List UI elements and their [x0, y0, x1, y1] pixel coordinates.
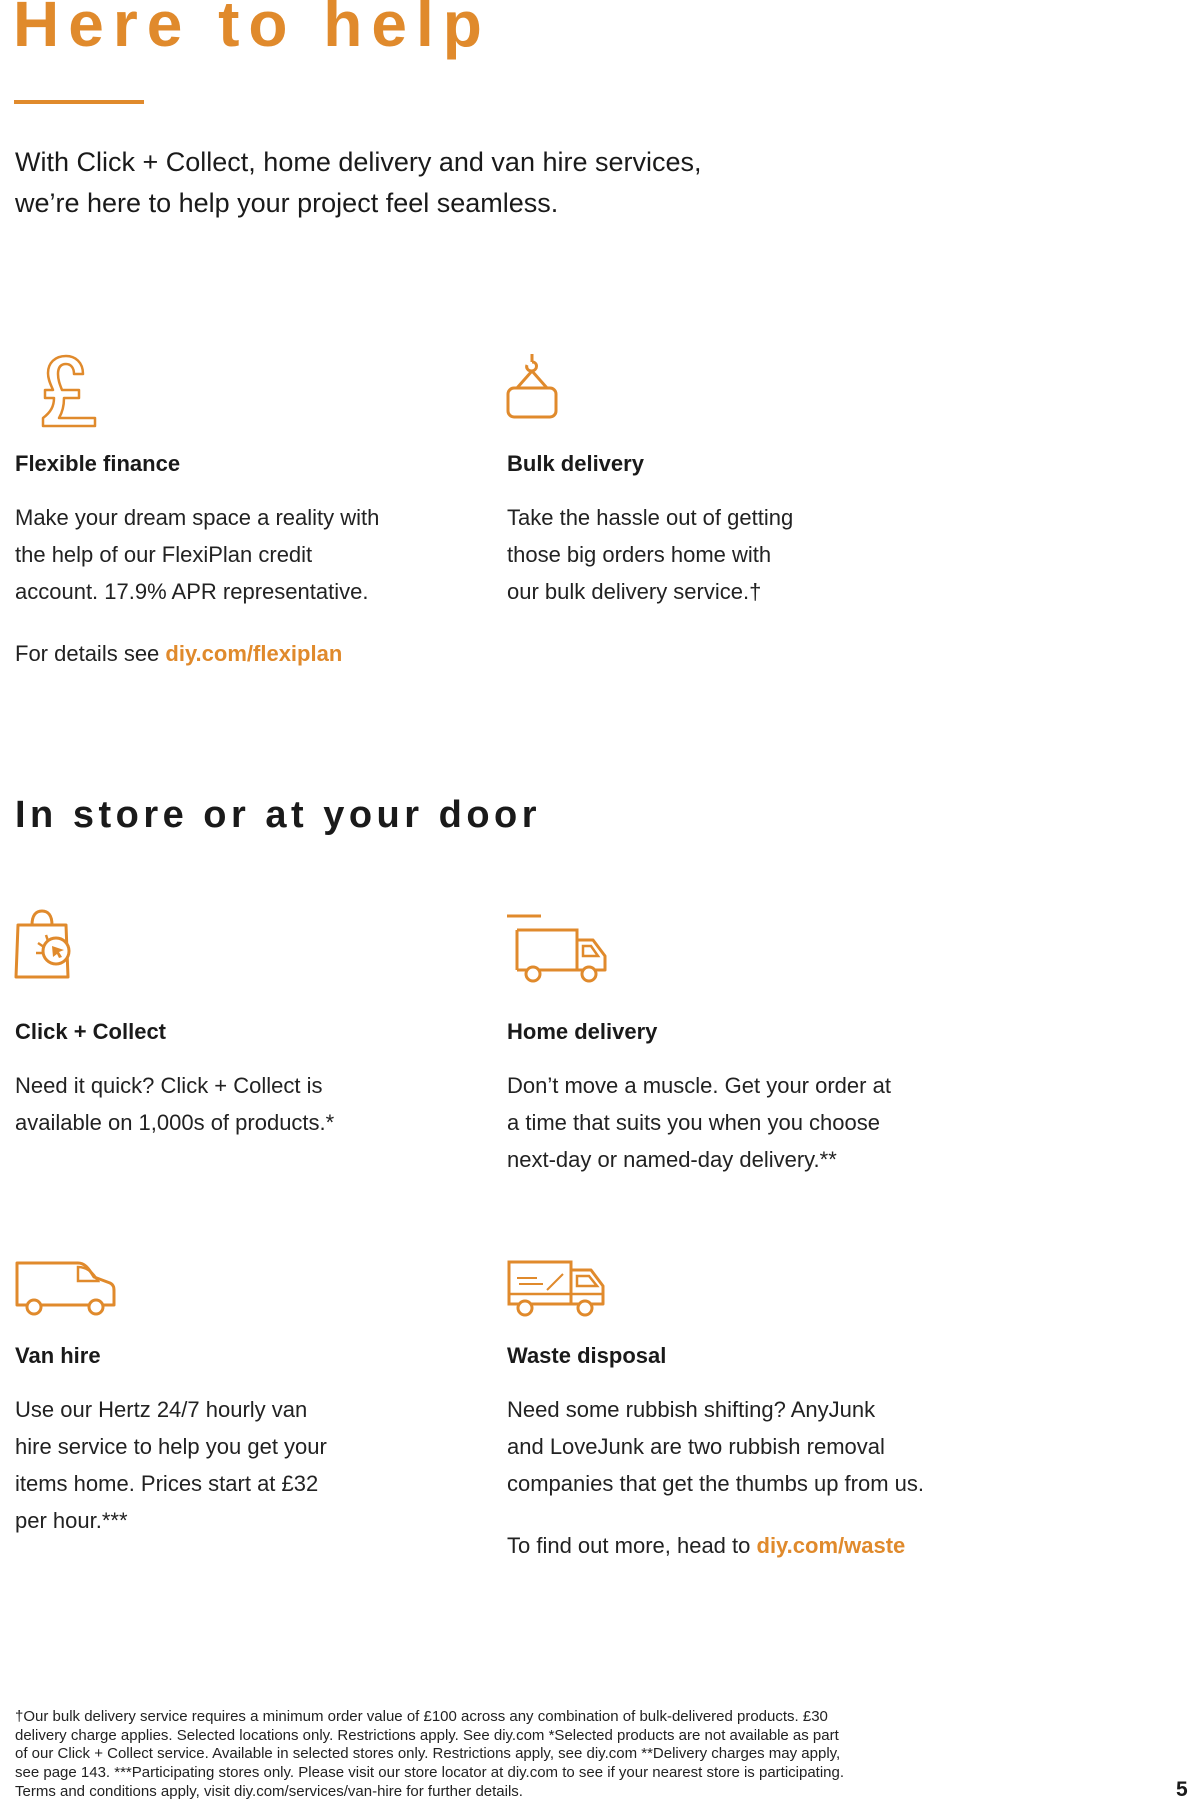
- waste-truck-icon: [507, 1250, 617, 1330]
- footnote-line: of our Click + Collect service. Available in selected stores only. Restrictions apply, see diy.com **Delivery charges may apply,: [15, 1745, 841, 1763]
- service-heading: Click + Collect: [15, 1019, 167, 1044]
- description-line: Use our Hertz 24/7 hourly van: [15, 1397, 308, 1422]
- service-bulk-delivery: [507, 450, 977, 610]
- description-line: those big orders home with: [507, 542, 772, 567]
- service-description: [15, 1067, 485, 1141]
- description-line: per hour.***: [15, 1508, 128, 1533]
- service-heading: Bulk delivery: [507, 451, 644, 476]
- page-number: 5: [1176, 1778, 1188, 1801]
- service-heading: Home delivery: [507, 1019, 658, 1044]
- description-line: next-day or named-day delivery.**: [507, 1147, 837, 1172]
- intro-line-1: With Click + Collect, home delivery and van hire services,: [15, 147, 702, 177]
- pound-icon: [14, 352, 124, 432]
- description-line: Make your dream space a reality with: [15, 505, 380, 530]
- service-home-delivery: [507, 1018, 977, 1178]
- description-line: hire service to help you get your: [15, 1434, 327, 1459]
- delivery-truck-icon: [505, 912, 615, 992]
- service-waste-disposal: [507, 1342, 977, 1564]
- intro-text: [15, 142, 795, 224]
- service-description: [15, 499, 485, 610]
- crane-hook-icon: [505, 352, 615, 432]
- service-description: [15, 1391, 485, 1539]
- description-line: Take the hassle out of getting: [507, 505, 794, 530]
- shopping-bag-cursor-icon: [14, 905, 124, 985]
- description-line: items home. Prices start at £32: [15, 1471, 319, 1496]
- service-van-hire: [15, 1342, 485, 1539]
- section-title: In store or at your door: [15, 794, 542, 836]
- footnote-line: †Our bulk delivery service requires a minimum order value of £100 across any combination of bulk-delivered products. £30: [15, 1708, 828, 1725]
- service-click-collect: [15, 1018, 485, 1141]
- service-flexible-finance: [15, 450, 485, 672]
- description-line: and LoveJunk are two rubbish removal: [507, 1434, 885, 1459]
- title-underline: [14, 100, 144, 104]
- description-line: Need it quick? Click + Collect is: [15, 1073, 323, 1098]
- description-line: Need some rubbish shifting? AnyJunk: [507, 1397, 876, 1422]
- flexiplan-link[interactable]: diy.com/flexiplan: [165, 641, 343, 666]
- details-line: [15, 635, 485, 672]
- service-description: [507, 1391, 977, 1502]
- description-line: account. 17.9% APR representative.: [15, 579, 369, 604]
- description-line: the help of our FlexiPlan credit: [15, 542, 313, 567]
- service-description: [507, 1067, 977, 1178]
- page-title: Here to help: [13, 0, 491, 60]
- footnote: [15, 1708, 975, 1802]
- description-line: companies that get the thumbs up from us.: [507, 1471, 925, 1496]
- intro-line-2: we’re here to help your project feel seamless.: [15, 188, 559, 218]
- link-prefix: For details see: [15, 641, 166, 666]
- service-heading: Waste disposal: [507, 1343, 667, 1368]
- description-line: a time that suits you when you choose: [507, 1110, 880, 1135]
- footnote-line: Terms and conditions apply, visit diy.com/services/van-hire for further details.: [15, 1782, 523, 1800]
- description-line: our bulk delivery service.†: [507, 579, 762, 604]
- footnote-line: see page 143. ***Participating stores only. Please visit our store locator at diy.com to see if your nearest store is participating.: [15, 1764, 845, 1782]
- service-heading: Flexible finance: [15, 451, 181, 476]
- footnote-line: delivery charge applies. Selected locations only. Restrictions apply. See diy.com *Selected products are not available as part: [15, 1726, 839, 1744]
- description-line: Don’t move a muscle. Get your order at: [507, 1073, 891, 1098]
- link-prefix: To find out more, head to: [507, 1533, 757, 1558]
- waste-link[interactable]: diy.com/waste: [756, 1533, 906, 1558]
- details-line: [507, 1527, 977, 1564]
- description-line: available on 1,000s of products.*: [15, 1110, 335, 1135]
- service-heading: Van hire: [15, 1343, 101, 1368]
- van-icon: [14, 1253, 124, 1333]
- service-description: [507, 499, 977, 610]
